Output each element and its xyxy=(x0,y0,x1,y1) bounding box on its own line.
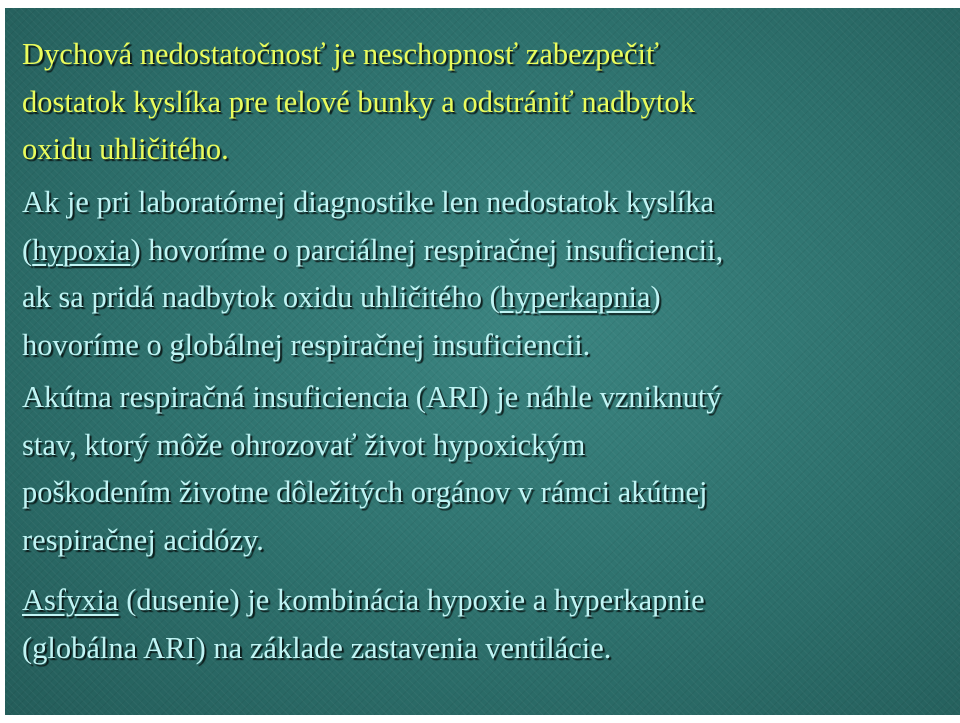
hypoxia-link[interactable]: hypoxia xyxy=(32,232,131,267)
ari-line-2: stav, ktorý môže ohrozovať život hypoxickým xyxy=(22,427,586,462)
ari-line-1: Akútna respiračná insuficiencia (ARI) je náhle vzniknutý xyxy=(22,380,722,414)
ari-line-4: respiračnej acidózy. xyxy=(22,522,264,557)
definition-line-1: Dychová nedostatočnosť je neschopnosť zabezpečiť xyxy=(22,37,660,71)
asfyxia-link[interactable]: Asfyxia xyxy=(22,583,119,617)
ari-paragraph xyxy=(22,374,722,564)
definition-line-2: dostatok kyslíka pre telové bunky a odstrániť nadbytok xyxy=(22,84,695,119)
types-line-4: hovoríme o globálnej respiračnej insuficiencii. xyxy=(22,327,591,362)
asphyxia-line-2: (globálna ARI) na základe zastavenia ventilácie. xyxy=(22,630,612,665)
slide xyxy=(5,8,960,715)
insufficiency-types-paragraph xyxy=(22,179,723,369)
definition-paragraph xyxy=(22,31,695,174)
asphyxia-line-1: Asfyxia (dusenie) je kombinácia hypoxie a hyperkapnie xyxy=(22,583,705,617)
definition-line-3: oxidu uhličitého. xyxy=(22,132,229,167)
asphyxia-paragraph xyxy=(22,577,705,672)
ari-line-3: poškodením životne dôležitých orgánov v rámci akútnej xyxy=(22,475,708,510)
types-line-3: ak sa pridá nadbytok oxidu uhličitého (hyperkapnia) xyxy=(22,280,661,315)
types-line-2: (hypoxia) hovoríme o parciálnej respiračnej insuficiencii, xyxy=(22,232,724,267)
types-line-1: Ak je pri laboratórnej diagnostike len nedostatok kyslíka xyxy=(22,185,715,219)
hyperkapnia-link[interactable]: hyperkapnia xyxy=(499,280,651,315)
